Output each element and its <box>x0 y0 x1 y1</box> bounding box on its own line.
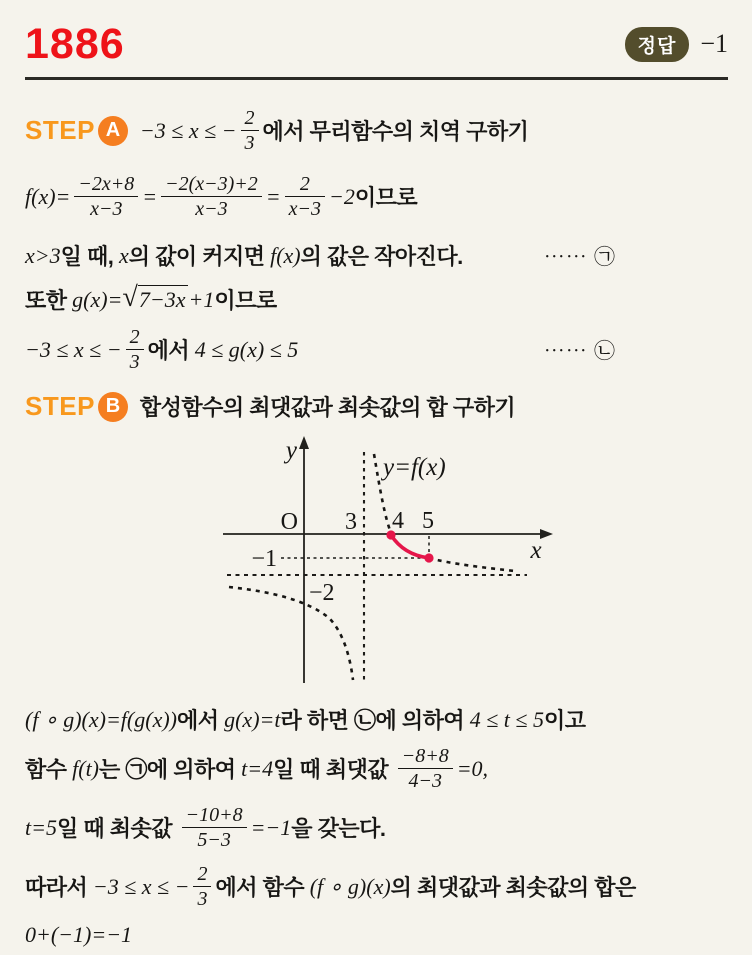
fraction: $\frac{-10+8}{5-3}$ <box>182 803 247 852</box>
reference-marker: ⋯⋯ ㉠ <box>543 244 616 269</box>
line-final-answer <box>25 920 728 950</box>
line-composition-setup <box>25 704 728 735</box>
korean-text: 라 하면 ㉡에 의하여 <box>280 708 470 733</box>
math-text: f(x)= <box>25 183 71 209</box>
math-text: −3 ≤ x ≤ − <box>92 873 190 899</box>
math-text: (f ∘ g)(x) <box>309 873 391 899</box>
math-text: x>3 <box>25 242 61 268</box>
korean-text: 의 최댓값과 최솟값의 합은 <box>390 875 636 900</box>
korean-text: 에서 무리함수의 치역 구하기 <box>262 119 529 144</box>
korean-text: 또한 <box>25 288 73 313</box>
korean-text: 따라서 <box>25 875 93 900</box>
tick-4: 4 <box>392 508 404 534</box>
korean-text: 의 값이 커지면 <box>128 244 271 269</box>
math-text: −3 ≤ x ≤ − <box>25 336 122 362</box>
korean-text: 합성함수의 최댓값과 최솟값의 합 구하기 <box>139 395 516 420</box>
math-text: =−1 <box>250 814 292 840</box>
math-text: t=5 <box>25 814 57 840</box>
korean-text: 일 때 최댓값 <box>273 757 394 782</box>
math-text: f(t) <box>72 755 100 781</box>
math-text: 4 ≤ t ≤ 5 <box>469 706 544 732</box>
tick-3: 3 <box>345 509 357 535</box>
math-text: (f ∘ g)(x)=f(g(x)) <box>25 706 177 732</box>
fraction: $\frac{-8+8}{4-3}$ <box>398 744 453 793</box>
y-axis-label: y <box>285 437 297 464</box>
math-text: = <box>142 183 158 209</box>
korean-text: 일 때 최솟값 <box>56 816 178 841</box>
point-5-neg1 <box>424 553 433 562</box>
korean-text: 함수 <box>25 757 73 782</box>
fraction: $\frac{-2(x-3)+2}{x-3}$ <box>161 172 262 221</box>
fraction: $\frac{2}{x-3}$ <box>285 172 325 221</box>
math-text: 0+(−1)=−1 <box>25 922 133 947</box>
korean-text: 일 때, <box>60 244 119 269</box>
label-neg1: −1 <box>251 546 277 572</box>
korean-text: 의 값은 작아진다. <box>300 244 463 269</box>
hyperbola-sketch <box>151 432 617 696</box>
math-text: t=4 <box>241 755 274 781</box>
math-text: = <box>265 183 281 209</box>
korean-text: 이므로 <box>354 185 418 210</box>
math-text: g(x)= <box>72 286 123 312</box>
x-axis-arrow-icon <box>540 529 553 539</box>
line-conclusion <box>25 860 728 913</box>
math-text: f(x) <box>270 242 301 268</box>
line-maximum <box>25 742 728 795</box>
math-text: +1 <box>188 286 215 312</box>
korean-text: 에서 함수 <box>215 875 310 900</box>
step-b-heading <box>25 391 728 422</box>
fraction: $\frac{2}{3}$ <box>126 325 144 374</box>
step-a-heading <box>25 104 728 157</box>
line-f-decreasing <box>25 240 728 271</box>
korean-text: 에서 <box>176 708 225 733</box>
highlighted-curve-segment <box>391 535 429 558</box>
step-a-word: STEP <box>25 115 95 145</box>
math-text: −2 <box>329 183 355 209</box>
y-axis-arrow-icon <box>299 436 309 449</box>
answer-value: −1 <box>700 29 728 58</box>
math-text: =0, <box>456 755 489 781</box>
fraction: $\frac{2}{3}$ <box>193 862 211 911</box>
step-a-title <box>140 104 528 157</box>
line-minimum <box>25 801 728 854</box>
math-text: −3 ≤ x ≤ − <box>139 117 237 143</box>
square-root: √ 7−3x <box>122 285 188 313</box>
page-header <box>25 18 728 70</box>
fraction: $\frac{2}{3}$ <box>241 106 259 155</box>
math-text: x <box>118 242 129 268</box>
answer-badge: 정답 <box>625 27 690 62</box>
step-b-title <box>140 391 515 422</box>
equation-fx <box>25 170 728 223</box>
origin-label: O <box>280 509 298 535</box>
step-b-word: STEP <box>25 391 95 421</box>
problem-number: 1886 <box>25 19 125 68</box>
fraction: $\frac{-2x+8}{x-3}$ <box>74 172 138 221</box>
step-b-badge-icon: B <box>98 392 128 422</box>
reference-marker: ⋯⋯ ㉡ <box>543 338 616 363</box>
step-a-badge-icon: A <box>98 116 128 146</box>
answer-area <box>625 27 728 62</box>
curve-label: y=f(x) <box>383 454 446 481</box>
x-axis-label: x <box>530 537 542 564</box>
math-text: 4 ≤ g(x) ≤ 5 <box>194 336 299 362</box>
korean-text: 을 갖는다. <box>291 816 386 841</box>
korean-text: 이고 <box>543 708 586 733</box>
line-gx-definition <box>25 284 728 315</box>
math-text: g(x)=t <box>224 706 281 732</box>
header-divider <box>25 77 728 80</box>
korean-text: 이므로 <box>214 288 277 313</box>
tick-5: 5 <box>422 508 434 534</box>
function-graph <box>151 432 617 696</box>
curve-right-branch-tail <box>429 558 515 571</box>
korean-text: 에서 <box>147 338 195 363</box>
line-gx-range <box>25 323 728 376</box>
korean-text: 는 ㉠에 의하여 <box>99 757 242 782</box>
label-neg2: −2 <box>309 580 335 606</box>
